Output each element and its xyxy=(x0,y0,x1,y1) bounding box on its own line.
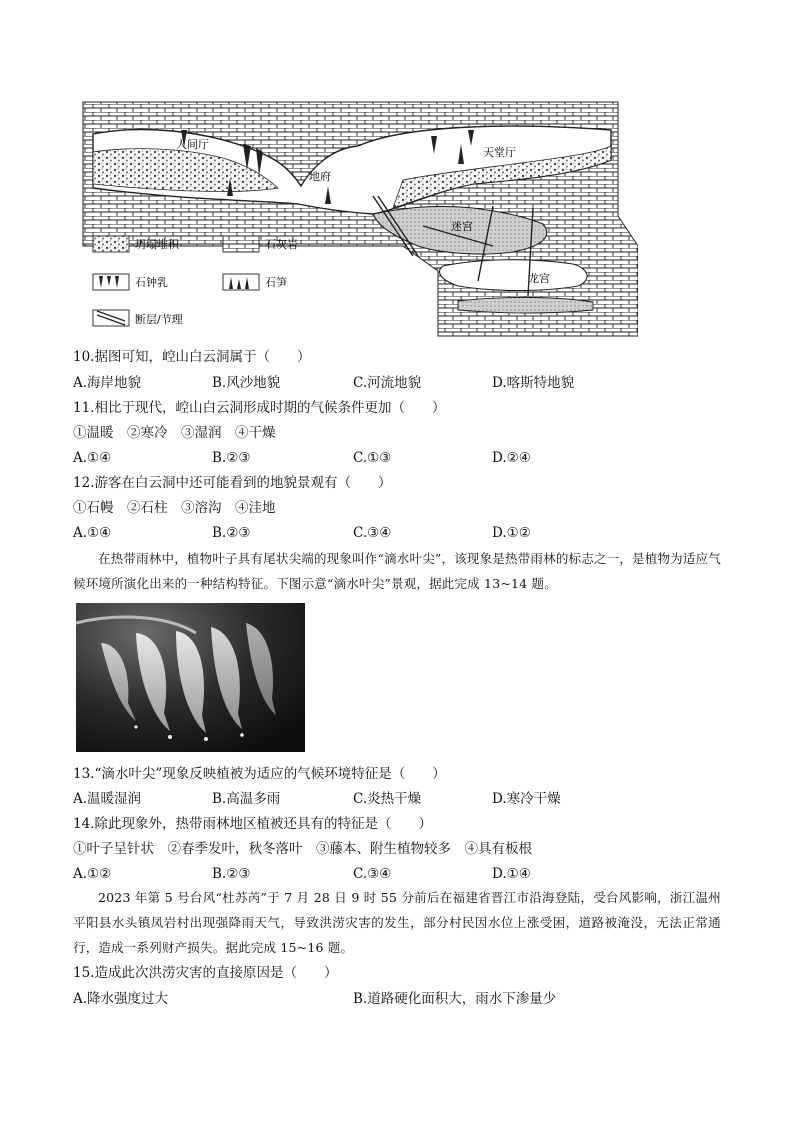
label-maze-palace: 迷宫 xyxy=(451,220,473,233)
q11-option-a: A.①④ xyxy=(73,450,112,466)
legend-collapse: 坍塌堆积 xyxy=(135,238,179,251)
passage-drip-tip: 在热带雨林中，植物叶子具有尾状尖端的现象叫作“滴水叶尖”，该现象是热带雨林的标志之一，是植物为适应气候环境所演化出来的一种结构特征。下图示意“滴水叶尖”景观，据此完成 13~14 题。 xyxy=(73,551,721,591)
q13-option-c: C.炎热干燥 xyxy=(353,791,422,807)
q14-option-b: B.②③ xyxy=(212,866,251,882)
q15-option-b: B.道路硬化面积大，雨水下渗量少 xyxy=(353,991,557,1007)
label-dragon-palace: 龙宫 xyxy=(528,272,550,285)
q10-option-b: B.风沙地貌 xyxy=(212,375,281,391)
q10-option-a: A.海岸地貌 xyxy=(73,375,142,391)
q10-option-c: C.河流地貌 xyxy=(353,375,422,391)
q12-stem: 12.游客在白云洞中还可能看到的地貌景观有（ ） xyxy=(73,475,392,491)
q13-option-d: D.寒冷干燥 xyxy=(492,791,561,807)
q11-items: ①温暖 ②寒冷 ③湿润 ④干燥 xyxy=(73,425,276,441)
q12-option-a: A.①④ xyxy=(73,525,112,541)
q15-option-a: A.降水强度过大 xyxy=(73,991,169,1007)
passage-typhoon: 2023 年第 5 号台风“杜苏芮”于 7 月 28 日 9 时 55 分前后在福建省晋江市沿海登陆，受台风影响，浙江温州平阳县水头镇凤岩村出现强降雨天气，导致洪涝灾害的发生，部分村民因水位上涨受困，道路被淹没，无法正常通行，造成一系列财产损失。据此完成 15~16 题。 xyxy=(73,890,721,955)
q14-option-a: A.①② xyxy=(73,866,112,882)
q12-option-c: C.③④ xyxy=(353,525,392,541)
q14-stem: 14.除此现象外，热带雨林地区植被还具有的特征是（ ） xyxy=(73,816,432,832)
q11-option-c: C.①③ xyxy=(353,450,392,466)
drip-tip-leaves-photo xyxy=(76,603,305,752)
q12-option-d: D.①② xyxy=(492,525,531,541)
legend-stalagmite: 石笋 xyxy=(265,276,287,289)
dragon-palace-cave xyxy=(439,260,587,291)
q13-option-a: A.温暖湿润 xyxy=(73,791,142,807)
q14-option-c: C.③④ xyxy=(353,866,392,882)
label-hall-human: 人间厅 xyxy=(176,138,209,151)
q10-option-d: D.喀斯特地貌 xyxy=(492,375,575,391)
q11-stem: 11.相比于现代，崆山白云洞形成时期的气候条件更加（ ） xyxy=(73,400,446,416)
q15-stem: 15.造成此次洪涝灾害的直接原因是（ ） xyxy=(73,965,338,981)
diagram-legend xyxy=(93,236,298,326)
q13-option-b: B.高温多雨 xyxy=(212,791,281,807)
legend-fault: 断层/节理 xyxy=(135,313,183,326)
q12-items: ①石幔 ②石柱 ③溶沟 ④洼地 xyxy=(73,500,276,516)
legend-stalactite: 石钟乳 xyxy=(135,276,168,289)
q11-option-d: D.②④ xyxy=(492,450,531,466)
legend-limestone: 石灰岩 xyxy=(265,238,298,251)
q14-option-d: D.①④ xyxy=(492,866,531,882)
q14-items: ①叶子呈针状 ②春季发叶，秋冬落叶 ③藤本、附生植物较多 ④具有板根 xyxy=(73,841,532,857)
q13-stem: 13.“滴水叶尖”现象反映植被为适应的气候环境特征是（ ） xyxy=(73,766,446,782)
label-hall-heaven: 天堂厅 xyxy=(483,146,516,159)
q12-option-b: B.②③ xyxy=(212,525,251,541)
q11-option-b: B.②③ xyxy=(212,450,251,466)
cave-cross-section-diagram xyxy=(73,96,638,341)
label-earth-palace: 地府 xyxy=(309,170,331,183)
q10-stem: 10.据图可知，崆山白云洞属于（ ） xyxy=(73,349,311,365)
